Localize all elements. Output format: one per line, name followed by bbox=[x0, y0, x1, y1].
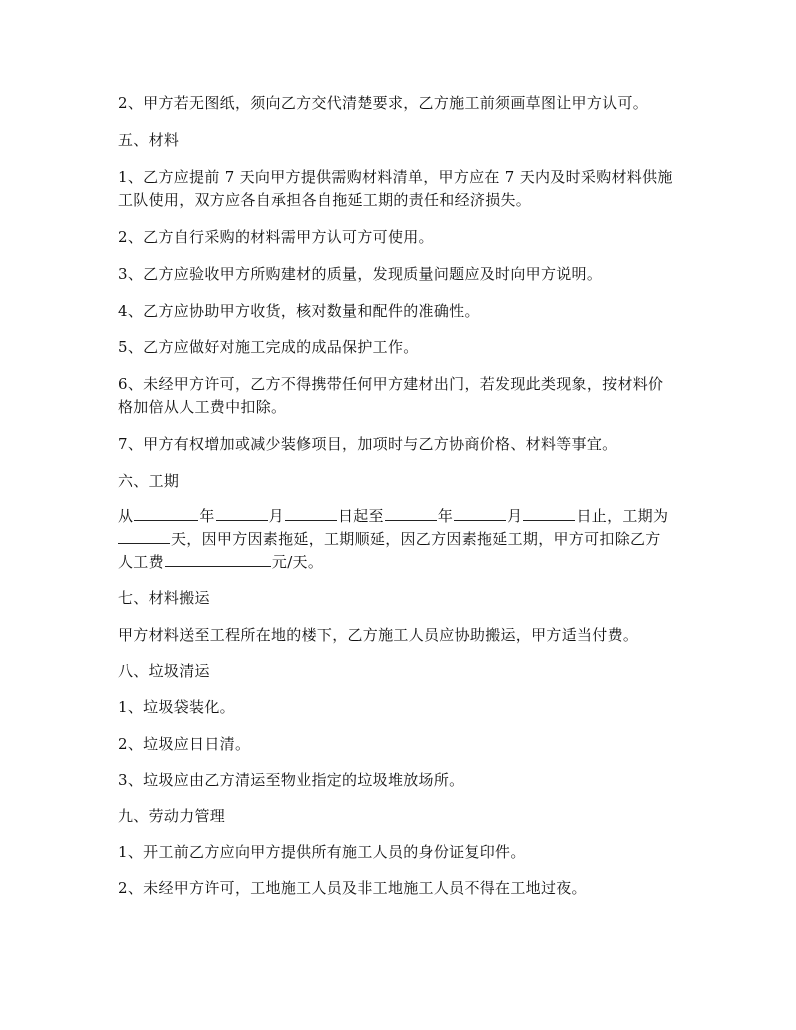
section-heading: 七、材料搬运 bbox=[118, 589, 210, 607]
section-heading: 八、垃圾清运 bbox=[118, 662, 210, 680]
fill-blank[interactable] bbox=[285, 506, 337, 521]
schedule-year: 年 bbox=[437, 507, 454, 525]
paragraph-line: 甲方材料送至工程所在地的楼下，乙方施工人员应协助搬运，甲方适当付费。 bbox=[118, 626, 639, 644]
schedule-per-day: 元/天。 bbox=[271, 553, 324, 571]
schedule-month: 月 bbox=[507, 507, 523, 525]
schedule-day-start: 日起至 bbox=[337, 507, 384, 525]
paragraph-line: 2、乙方自行采购的材料需甲方认可方可使用。 bbox=[118, 228, 434, 246]
schedule-day-end: 日止，工期为 bbox=[576, 507, 669, 525]
paragraph-line: 3、垃圾应由乙方清运至物业指定的垃圾堆放场所。 bbox=[118, 771, 465, 789]
paragraph-line: 1、乙方应提前 7 天向甲方提供需购材料清单，甲方应在 7 天内及时采购材料供施 bbox=[118, 168, 673, 186]
schedule-year: 年 bbox=[199, 507, 215, 525]
fill-blank[interactable] bbox=[118, 529, 170, 544]
paragraph-line: 1、垃圾袋装化。 bbox=[118, 698, 235, 716]
paragraph-line: 6、未经甲方许可，乙方不得携带任何甲方建材出门，若发现此类现象，按材料价 bbox=[118, 375, 664, 393]
section-heading: 五、材料 bbox=[118, 131, 180, 149]
fill-blank[interactable] bbox=[385, 506, 437, 521]
schedule-labor-fee: 人工费 bbox=[118, 553, 164, 571]
schedule-month: 月 bbox=[268, 507, 284, 525]
section-heading: 六、工期 bbox=[118, 472, 180, 490]
fill-blank[interactable] bbox=[454, 506, 506, 521]
paragraph-line: 2、甲方若无图纸，须向乙方交代清楚要求，乙方施工前须画草图让甲方认可。 bbox=[118, 94, 649, 112]
paragraph-line: 1、开工前乙方应向甲方提供所有施工人员的身份证复印件。 bbox=[118, 843, 526, 861]
fill-blank[interactable] bbox=[134, 506, 198, 521]
section-heading: 九、劳动力管理 bbox=[118, 807, 226, 825]
fill-blank[interactable] bbox=[216, 506, 268, 521]
schedule-from: 从 bbox=[118, 507, 134, 525]
fill-blank[interactable] bbox=[165, 552, 271, 567]
paragraph-line: 3、乙方应验收甲方所购建材的质量，发现质量问题应及时向甲方说明。 bbox=[118, 265, 603, 283]
paragraph-line: 2、未经甲方许可，工地施工人员及非工地施工人员不得在工地过夜。 bbox=[118, 879, 587, 897]
paragraph-line: 2、垃圾应日日清。 bbox=[118, 735, 251, 753]
schedule-line-3 bbox=[118, 552, 688, 572]
paragraph-line: 格加倍从人工费中扣除。 bbox=[118, 398, 287, 416]
paragraph-line: 4、乙方应协助甲方收货，核对数量和配件的准确性。 bbox=[118, 302, 480, 320]
paragraph-line: 7、甲方有权增加或减少装修项目，加项时与乙方协商价格、材料等事宜。 bbox=[118, 435, 618, 453]
paragraph-line: 5、乙方应做好对施工完成的成品保护工作。 bbox=[118, 338, 419, 356]
paragraph-line: 工队使用，双方应各自承担各自拖延工期的责任和经济损失。 bbox=[118, 191, 532, 209]
schedule-line-1 bbox=[118, 506, 688, 526]
schedule-days: 天，因甲方因素拖延，工期顺延，因乙方因素拖延工期，甲方可扣除乙方 bbox=[171, 530, 661, 548]
fill-blank[interactable] bbox=[523, 506, 575, 521]
schedule-line-2 bbox=[118, 529, 688, 549]
